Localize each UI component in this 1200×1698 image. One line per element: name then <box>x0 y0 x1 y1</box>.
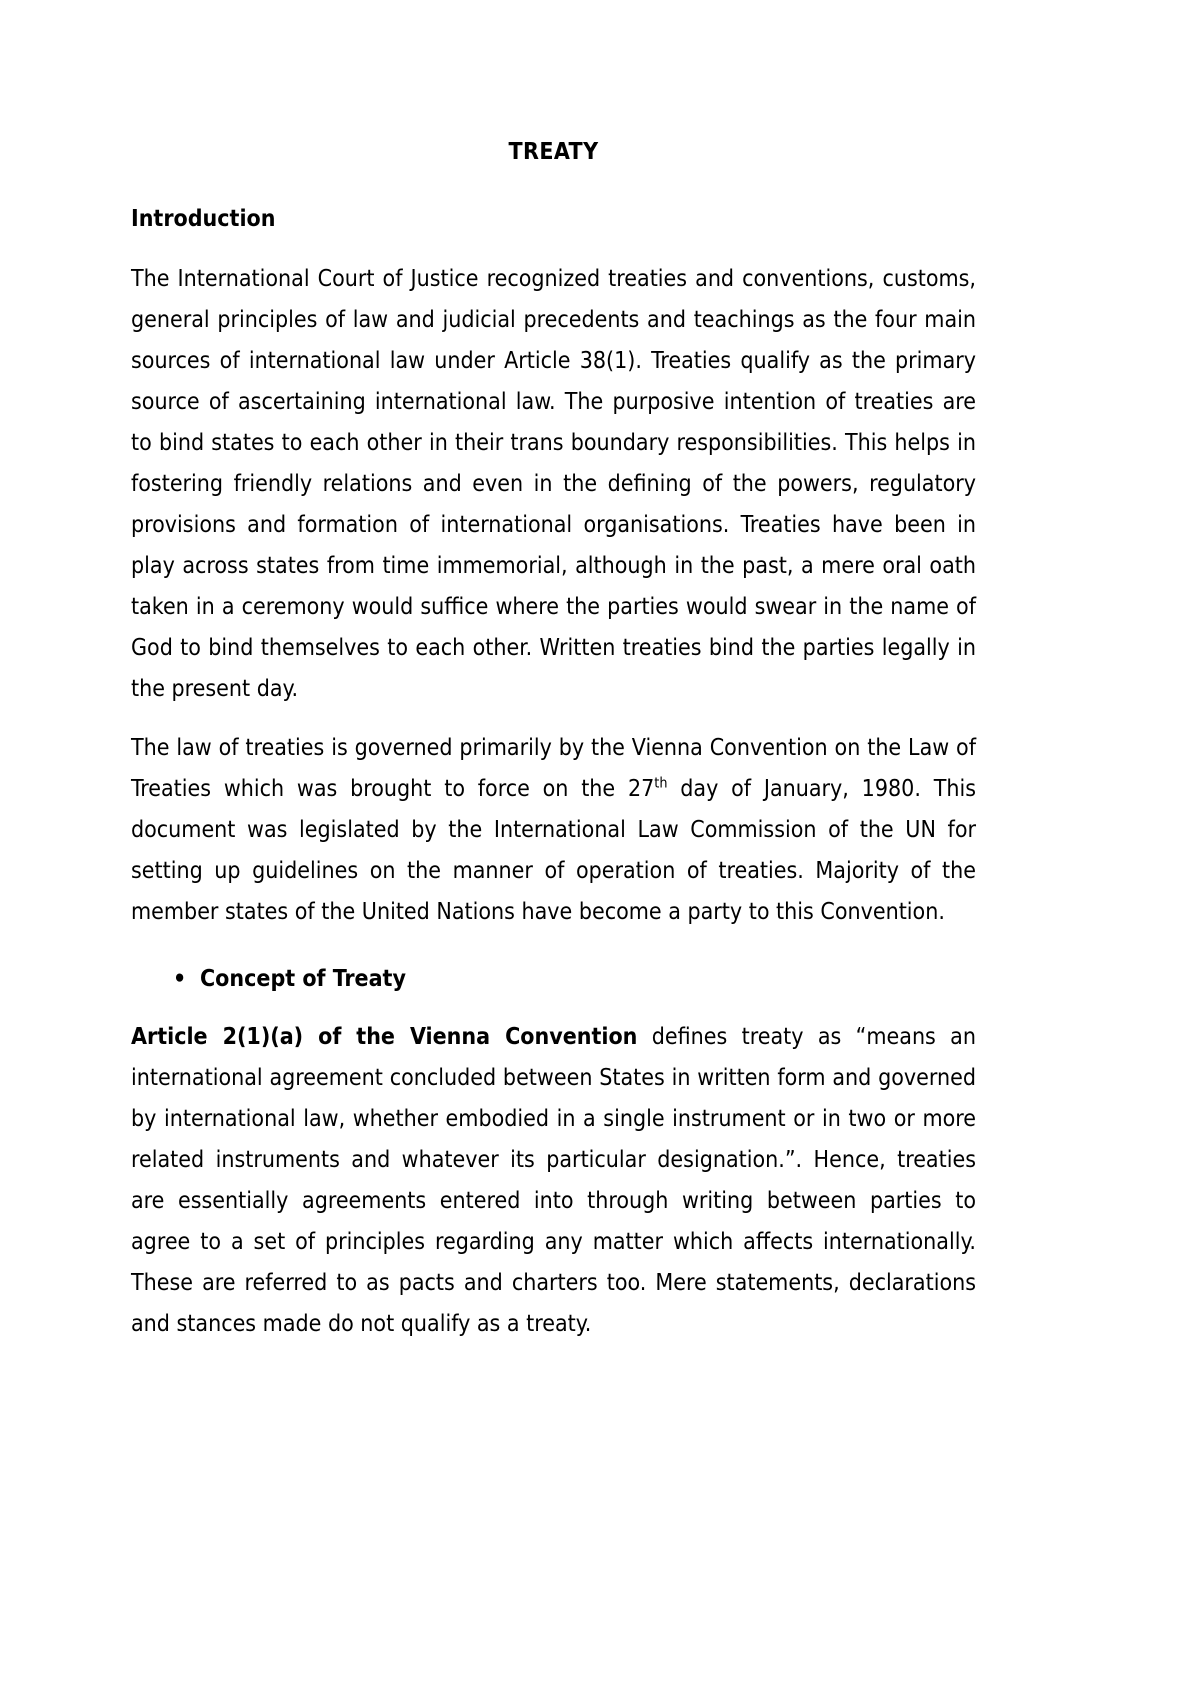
list-item-label: Concept of Treaty <box>200 966 406 992</box>
article-citation-bold: Article 2(1)(a) of the Vienna Convention <box>131 1024 638 1050</box>
heading-introduction: Introduction <box>131 206 276 232</box>
bullet-list <box>131 933 976 999</box>
paragraph-introduction-2 <box>131 710 976 933</box>
paragraph-introduction-1: The International Court of Justice recognized treaties and conventions, customs, general principles of law and judicial precedents and teachings as the four main sources of international law under Article 38(1). Treaties qualify as the primary source of ascertaining international law. The purposive intention of treaties are to bind states to each other in their trans boundary responsibilities. This helps in fostering friendly relations and even in the defining of the powers, regulatory provisions and formation of international organisations. Treaties have been in play across states from time immemorial, although in the past, a mere oral oath taken in a ceremony would suffice where the parties would swear in the name of God to bind themselves to each other. Written treaties bind the parties legally in the present day. <box>131 266 976 702</box>
document-content <box>131 0 976 1345</box>
paragraph-concept-of-treaty <box>131 999 976 1345</box>
list-item <box>131 959 976 999</box>
paragraph-concept-of-treaty-body: defines treaty as “means an international agreement concluded between States in written form and governed by international law, whether embodied in a single instrument or in two or more related instruments and whatever its particular designation.”. Hence, treaties are essentially agreements entered into through writing between parties to agree to a set of principles regarding any matter which affects internationally. These are referred to as pacts and charters too. Mere statements, declarations and stances made do not qualify as a treaty. <box>131 1024 976 1337</box>
ordinal-superscript: th <box>654 775 668 792</box>
paragraph-introduction-2-text-after-superscript: day of January, 1980. This document was legislated by the International Law Commission of the UN for setting up guidelines on the manner of operation of treaties. Majority of the member states of the United Nations have become a party to this Convention. <box>131 776 976 925</box>
bullet-icon: • <box>173 966 187 992</box>
paragraph-introduction-2-text-before-superscript: The law of treaties is governed primarily by the Vienna Convention on the Law of Treaties which was brought to force on the 27 <box>131 735 976 802</box>
page-title: TREATY <box>508 139 599 165</box>
